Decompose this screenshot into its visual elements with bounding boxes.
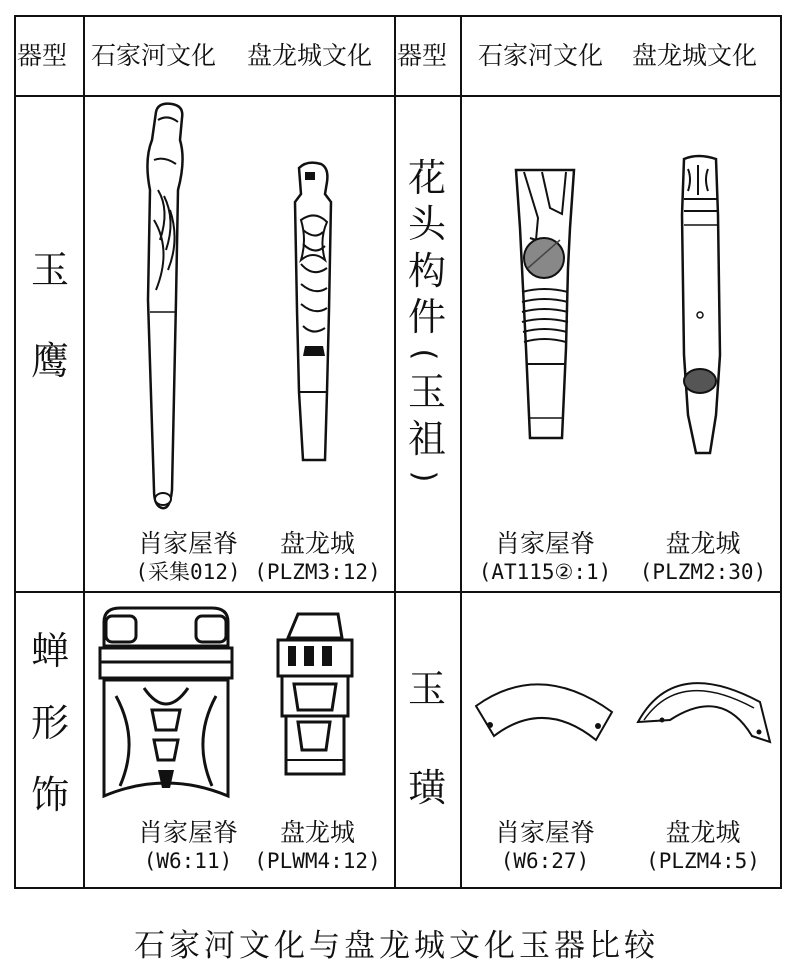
type-label-text xyxy=(397,640,457,838)
type-label-text xyxy=(397,155,457,491)
type-label-char: 蝉 xyxy=(30,629,69,673)
cicada-shijiahe-drawing xyxy=(96,600,236,800)
specimen-code: (采集012) xyxy=(135,560,241,585)
site-name: 盘龙城 xyxy=(665,818,741,847)
header-type-left: 器型 xyxy=(17,41,68,70)
site-name: 盘龙城 xyxy=(279,529,355,558)
caption-flower-head-panlongcheng xyxy=(626,528,780,586)
jade-eagle-panlongcheng-drawing xyxy=(285,160,345,465)
caption-flower-head-shijiahe xyxy=(462,528,628,586)
type-label-char: 璜 xyxy=(407,765,446,810)
specimen-code: (W6:27) xyxy=(500,849,590,874)
header-divider xyxy=(14,95,782,97)
type-label-char: 形 xyxy=(30,701,69,746)
type-label-char: 饰 xyxy=(30,773,69,818)
caption-cicada-panlongcheng xyxy=(240,817,395,875)
specimen-code: (PLZM3:12) xyxy=(254,560,381,585)
type-label-char: ( xyxy=(406,348,442,361)
caption-jade-huang-shijiahe xyxy=(462,817,628,875)
specimen-code: (AT115②:1) xyxy=(478,560,612,585)
type-label-char: 玉 xyxy=(407,370,446,415)
type-label-char: 祖 xyxy=(407,416,446,461)
header-type-right: 器型 xyxy=(397,41,448,70)
header-shijiahe-left: 石家河文化 xyxy=(91,41,217,70)
header-panlongcheng-left: 盘龙城文化 xyxy=(247,41,373,70)
flower-head-shijiahe-drawing xyxy=(510,168,580,448)
type-label-char: 头 xyxy=(407,202,446,247)
header-shijiahe-right: 石家河文化 xyxy=(478,41,604,70)
site-name: 盘龙城 xyxy=(279,818,355,847)
type-label-char: 玉 xyxy=(30,248,69,292)
type-label-char: 花 xyxy=(407,156,446,200)
column-divider xyxy=(394,15,396,889)
type-label-char: 构 xyxy=(407,248,446,293)
column-divider xyxy=(83,15,85,889)
type-label-jade-huang xyxy=(397,640,457,838)
caption-jade-huang-panlongcheng xyxy=(626,817,780,875)
jade-huang-panlongcheng-drawing xyxy=(634,662,774,752)
type-label-text xyxy=(20,225,80,407)
header-panlongcheng-right: 盘龙城文化 xyxy=(632,41,758,70)
specimen-code: (PLWM4:12) xyxy=(254,849,381,874)
type-label-char: 玉 xyxy=(407,667,446,711)
type-label-char: ) xyxy=(406,470,442,483)
column-divider xyxy=(460,15,462,889)
type-label-jade-eagle xyxy=(20,225,80,407)
type-label-cicada xyxy=(20,615,80,832)
row-divider xyxy=(14,591,782,593)
figure-caption: 石家河文化与盘龙城文化玉器比较 xyxy=(134,928,659,964)
type-label-char: 鹰 xyxy=(30,339,69,384)
specimen-code: (PLZM4:5) xyxy=(646,849,760,874)
jade-huang-shijiahe-drawing xyxy=(470,668,620,748)
caption-jade-eagle-panlongcheng xyxy=(235,528,400,586)
type-label-flower-head xyxy=(397,155,457,491)
jade-eagle-shijiahe-drawing xyxy=(138,100,198,520)
site-name: 肖家屋脊 xyxy=(494,818,595,847)
site-name: 肖家屋脊 xyxy=(137,529,238,558)
site-name: 盘龙城 xyxy=(665,529,741,558)
flower-head-panlongcheng-drawing xyxy=(678,155,724,460)
site-name: 肖家屋脊 xyxy=(137,818,238,847)
type-label-char: 件 xyxy=(407,295,446,340)
specimen-code: (W6:11) xyxy=(143,849,233,874)
site-name: 肖家屋脊 xyxy=(494,529,595,558)
specimen-code: (PLZM2:30) xyxy=(639,560,767,585)
cicada-panlongcheng-drawing xyxy=(268,610,360,780)
type-label-text xyxy=(20,615,80,832)
